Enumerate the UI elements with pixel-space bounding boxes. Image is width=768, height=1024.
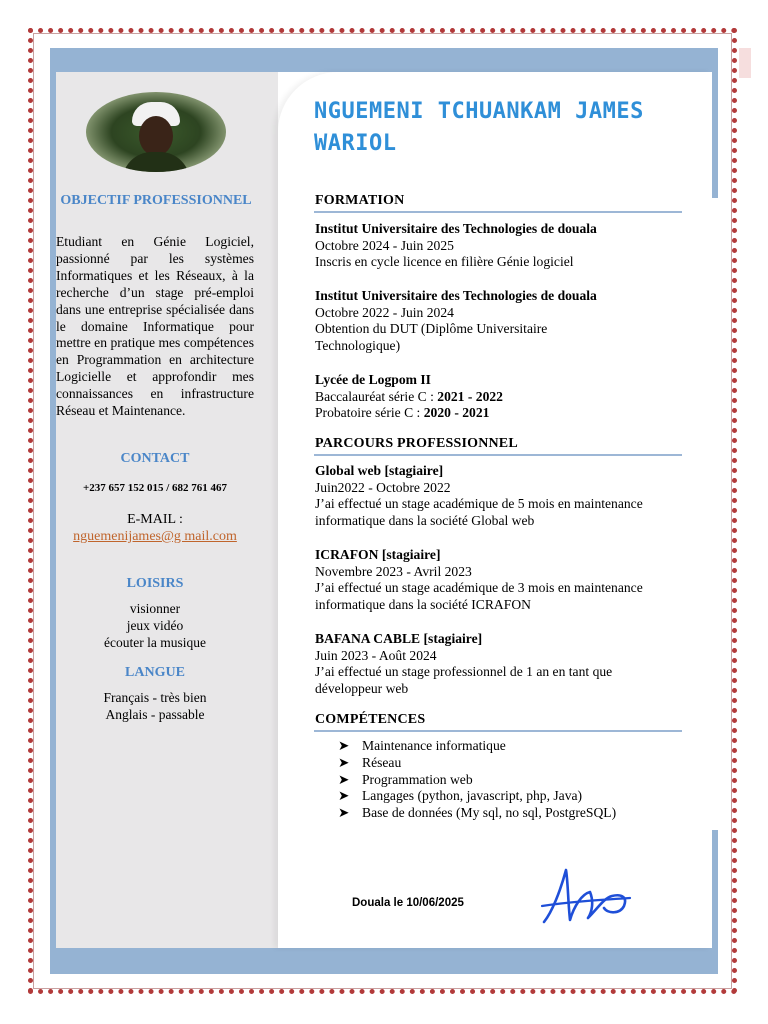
arrow-bullet-icon: ➤ bbox=[338, 754, 350, 770]
parcours-desc: J’ai effectué un stage professionnel de 1 an en tant que développeur web bbox=[315, 664, 613, 696]
section-divider bbox=[314, 454, 682, 456]
skill-item bbox=[338, 772, 616, 789]
phone-number: +237 657 152 015 / 682 761 467 bbox=[82, 482, 228, 494]
signature-date: Douala le 10/06/2025 bbox=[352, 897, 464, 909]
school-name: Institut Universitaire des Technologies de douala bbox=[315, 288, 597, 303]
loisir-item: jeux vidéo bbox=[126, 618, 184, 633]
parcours-entry bbox=[315, 547, 655, 613]
arrow-bullet-icon: ➤ bbox=[338, 771, 350, 787]
parcours-dates: Novembre 2023 - Avril 2023 bbox=[315, 563, 472, 579]
top-band bbox=[50, 48, 718, 72]
loisir-item: visionner bbox=[129, 601, 181, 616]
arrow-bullet-icon: ➤ bbox=[338, 788, 350, 804]
section-divider bbox=[314, 730, 682, 732]
formation-desc: Obtention du DUT (Diplôme Universitaire Technologique) bbox=[315, 321, 548, 353]
parcours-dates: Juin2022 - Octobre 2022 bbox=[315, 479, 451, 495]
bac-label: Baccalauréat série C : bbox=[315, 388, 438, 404]
school-name: Institut Universitaire des Technologies de douala bbox=[315, 221, 597, 236]
profile-photo bbox=[86, 92, 226, 172]
skill-label: Programmation web bbox=[362, 771, 473, 787]
bac-years: 2021 - 2022 bbox=[437, 388, 503, 404]
langue-item: Anglais - passable bbox=[105, 707, 205, 722]
contact-title: CONTACT bbox=[120, 451, 190, 466]
skills-list bbox=[338, 738, 616, 822]
skill-label: Maintenance informatique bbox=[362, 738, 506, 753]
skill-label: Base de données (My sql, no sql, PostgreSQL) bbox=[362, 805, 617, 821]
formation-dates: Octobre 2022 - Juin 2024 bbox=[315, 304, 454, 320]
email-link[interactable]: nguemenijames@g mail.com bbox=[73, 529, 237, 544]
formation-title: FORMATION bbox=[315, 193, 405, 208]
corner-decoration bbox=[739, 48, 751, 78]
school-name: Lycée de Logpom II bbox=[315, 372, 431, 387]
objectif-title: OBJECTIF PROFESSIONNEL bbox=[60, 193, 252, 208]
parcours-desc: J’ai effectué un stage académique de 5 mois en maintenance informatique dans la société Global web bbox=[315, 496, 643, 528]
parcours-desc: J’ai effectué un stage académique de 3 mois en maintenance informatique dans la société ICRAFON bbox=[315, 580, 643, 612]
company-name: Global web [stagiaire] bbox=[315, 463, 444, 478]
section-divider bbox=[314, 211, 682, 213]
arrow-bullet-icon: ➤ bbox=[338, 738, 350, 753]
probatoire-line bbox=[315, 405, 695, 422]
skill-label: Langages (python, javascript, php, Java) bbox=[362, 788, 583, 804]
head-shape bbox=[139, 116, 173, 156]
formation-dates: Octobre 2024 - Juin 2025 bbox=[315, 237, 454, 253]
langue-title: LANGUE bbox=[125, 665, 185, 680]
skill-item bbox=[338, 738, 616, 755]
company-name: ICRAFON [stagiaire] bbox=[315, 547, 441, 562]
right-band-bottom bbox=[712, 830, 718, 974]
probatoire-years: 2020 - 2021 bbox=[423, 405, 490, 421]
company-name: BAFANA CABLE [stagiaire] bbox=[315, 631, 483, 646]
body-shape bbox=[122, 152, 190, 172]
loisir-item: écouter la musique bbox=[104, 635, 206, 650]
formation-entry bbox=[315, 372, 695, 422]
skill-label: Réseau bbox=[362, 754, 402, 770]
loisirs-title: LOISIRS bbox=[126, 576, 184, 591]
loisirs-list bbox=[56, 600, 254, 651]
skill-item bbox=[338, 788, 616, 805]
bottom-band bbox=[50, 948, 718, 974]
formation-entry bbox=[315, 288, 695, 354]
objectif-text: Etudiant en Génie Logiciel, passionné par les systèmes Informatiques et les Réseaux, à la recherche d’un stage pré-emploi dans une entreprise spécialisée dans le domaine Informatique pour mettre en pratique mes compétences en Programmation en architecture Logicielle et approfondir mes connaissances en infrastructure Réseau et Maintenance. bbox=[56, 234, 254, 419]
skill-item bbox=[338, 805, 616, 822]
handwritten-signature bbox=[538, 862, 634, 930]
langue-item: Français - très bien bbox=[103, 690, 207, 705]
formation-entry bbox=[315, 221, 695, 271]
arrow-bullet-icon: ➤ bbox=[338, 805, 350, 821]
parcours-dates: Juin 2023 - Août 2024 bbox=[315, 647, 437, 663]
parcours-title: PARCOURS PROFESSIONNEL bbox=[315, 436, 518, 451]
langues-list bbox=[56, 689, 254, 723]
probatoire-label: Probatoire série C : bbox=[315, 405, 424, 421]
formation-desc: Inscris en cycle licence en filière Génie logiciel bbox=[315, 254, 574, 270]
email-label: E-MAIL : bbox=[127, 512, 183, 527]
skill-item bbox=[338, 755, 616, 772]
candidate-name: NGUEMENI TCHUANKAM JAMES WARIOL bbox=[314, 99, 644, 156]
parcours-entry bbox=[315, 631, 665, 697]
parcours-entry bbox=[315, 463, 655, 529]
bac-line bbox=[315, 389, 695, 406]
right-band-top bbox=[712, 48, 718, 198]
competences-title: COMPÉTENCES bbox=[315, 712, 426, 727]
